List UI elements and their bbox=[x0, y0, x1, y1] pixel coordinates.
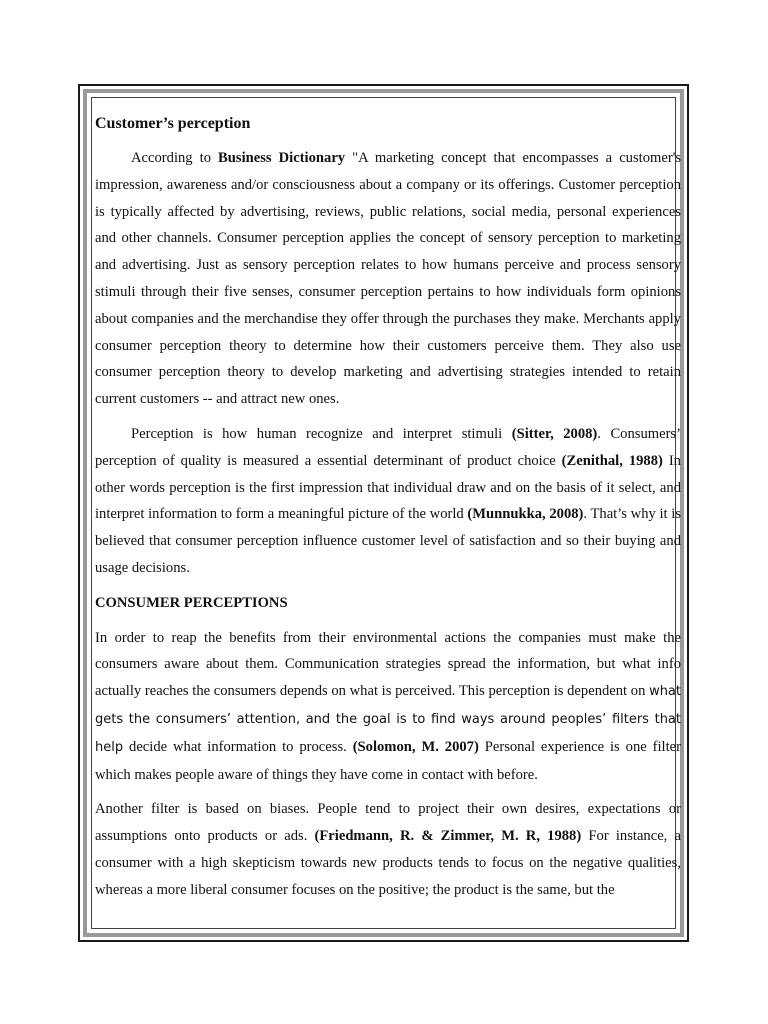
p1-bold-source: Business Dictionary bbox=[218, 150, 346, 166]
p4-text-2: For instance, a consumer with a high skepticism towards new products tends to focus on the negative qualities, whereas a more liberal consumer focuses on the positive; the product is the same, but the bbox=[95, 828, 681, 898]
p2-citation-zenithal: (Zenithal, 1988) bbox=[561, 452, 663, 469]
p2-citation-munnukka: (Munnukka, 2008) bbox=[467, 506, 584, 523]
p3-citation-solomon: (Solomon, M. 2007) bbox=[352, 738, 479, 755]
p3-text-1: In order to reap the benefits from their environmental actions the companies must make the consumers aware about them. Communication strategies spread the information, but what info actually reaches the consumers depends on what is perceived. This perception is dependent on bbox=[95, 629, 681, 700]
document-body bbox=[95, 111, 681, 912]
p4-text-1: Another filter is based on biases. People tend to project their own desires, expectations or assumptions onto products or ads. bbox=[95, 801, 681, 845]
paragraph-environmental-actions bbox=[95, 625, 681, 789]
p3-text-2: what gets the consumers’ attention, and the goal is to find ways around peoples’ filters that help bbox=[95, 684, 681, 755]
p1-text-1: According to bbox=[131, 150, 219, 166]
p2-text-3: In other words perception is the first impression that individual draw and on the basis of it select, and interpret information to form a meaningful picture of the world bbox=[95, 452, 681, 523]
page-border-inner bbox=[91, 97, 682, 929]
p2-citation-sitter: (Sitter, 2008) bbox=[511, 425, 598, 442]
page-border-middle bbox=[83, 89, 684, 937]
section-heading-consumer-perceptions: CONSUMER PERCEPTIONS bbox=[95, 594, 288, 611]
paragraph-perception-definition bbox=[95, 421, 681, 582]
p4-citation-friedmann: (Friedmann, R. & Zimmer, M. R, 1988) bbox=[314, 828, 582, 845]
page-border-outer bbox=[78, 84, 689, 942]
p1-text-2: "A marketing concept that encompasses a customer's impression, awareness and/or consciousness about a company or its offerings. Customer perception is typically affected by advertising, reviews, public relations, social media, personal experiences and other channels. Consumer perception applies the concept of sensory perception to marketing and advertising. Just as sensory perception relates to how humans perceive and process sensory stimuli through their five senses, consumer perception pertains to how individuals form opinions about companies and the merchandise they offer through the purchases they make. Merchants apply consumer perception theory to determine how their customers perceive them. They also use consumer perception theory to develop marketing and advertising strategies intended to retain current customers -- and attract new ones. bbox=[95, 150, 682, 408]
p2-text-4: . That’s why it is believed that consumer perception influence customer level of satisfaction and so their buying and usage decisions. bbox=[95, 506, 681, 576]
p2-text-2: . Consumers’ perception of quality is measured a essential determinant of product choice bbox=[95, 425, 681, 469]
p3-text-3: decide what information to process. bbox=[123, 738, 353, 755]
paragraph-business-dictionary bbox=[95, 145, 681, 413]
p3-text-4: Personal experience is one filter which makes people aware of things they have come in contact with before. bbox=[95, 738, 681, 783]
section-title: Customer’s perception bbox=[95, 115, 251, 132]
paragraph-biases-filter bbox=[95, 796, 681, 903]
p2-text-1: Perception is how human recognize and interpret stimuli bbox=[131, 425, 512, 442]
